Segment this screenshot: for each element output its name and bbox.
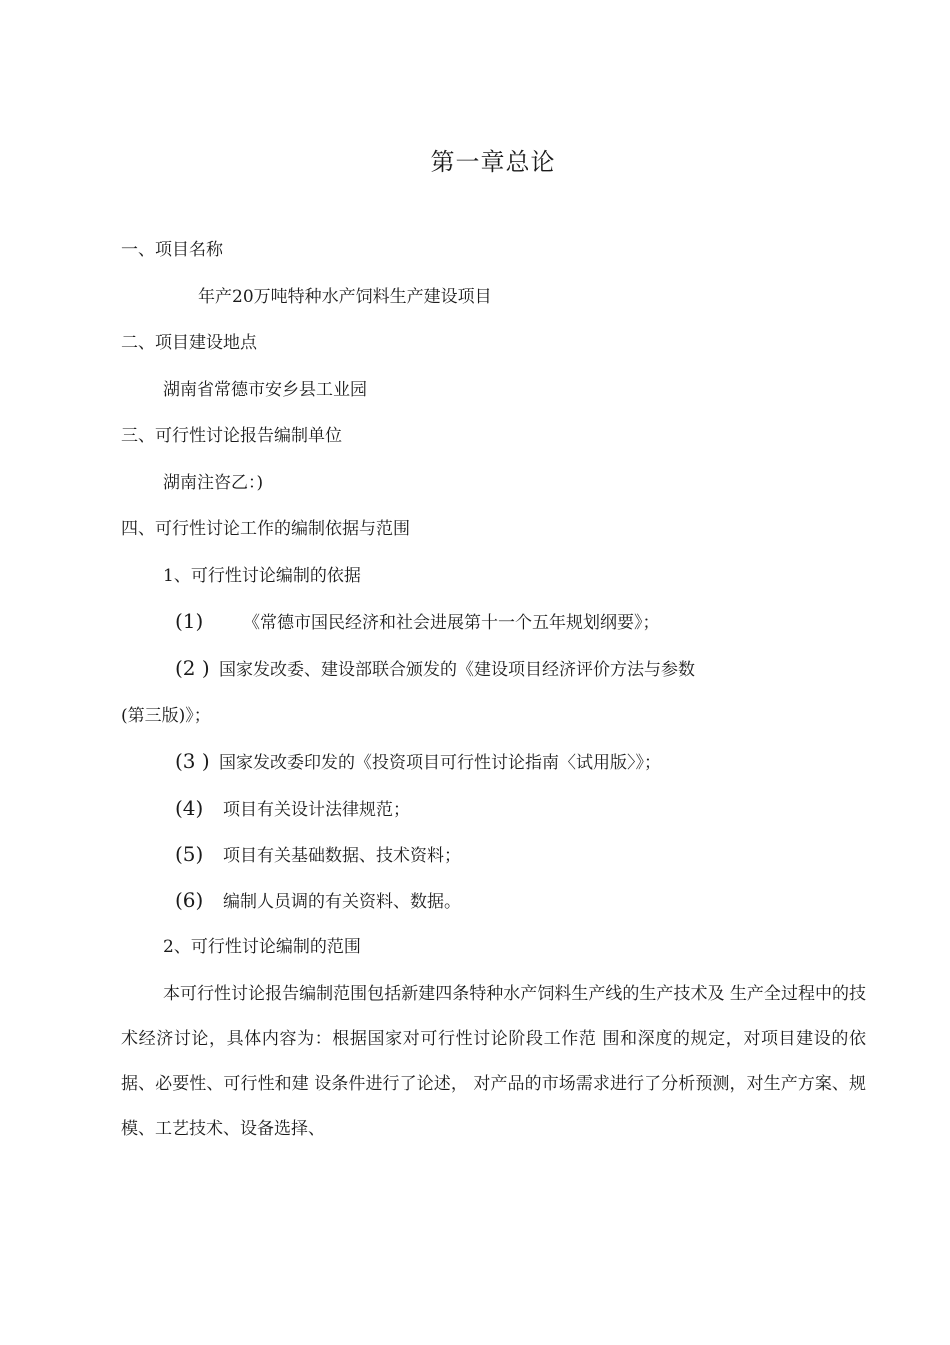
subsection-2-heading: 2、可行性讨论编制的范围	[163, 937, 361, 957]
project-location: 湖南省常德市安乡县工业园	[163, 380, 367, 400]
basis-item-continuation: (第三版)》；	[121, 706, 211, 726]
item-number: (6)	[175, 888, 204, 912]
section-3-heading: 三、可行性讨论报告编制单位	[121, 426, 342, 446]
item-number: (5)	[175, 842, 204, 866]
basis-item	[175, 749, 661, 775]
section-4-heading: 四、可行性讨论工作的编制依据与范围	[121, 519, 410, 539]
basis-item	[175, 796, 410, 822]
item-text: 国家发改委印发的《投资项目可行性讨论指南〈试用版〉》；	[219, 753, 661, 773]
subsection-1-heading: 1、可行性讨论编制的依据	[163, 566, 361, 586]
basis-item	[175, 842, 461, 868]
item-number: (3 )	[175, 749, 210, 773]
basis-item	[175, 656, 695, 682]
project-name: 年产20万吨特种水产饲料生产建设项目	[198, 287, 492, 307]
scope-paragraph: 本可行性讨论报告编制范围包括新建四条特种水产饲料生产线的生产技术及 生产全过程中的技术经济讨论，具体内容为：根据国家对可行性讨论阶段工作范 围和深度的规定，对项目建设的依据、必要性、可行性和建 设条件进行了论述， 对产品的市场需求进行了分析预测，对生产方案、规模、工艺技术、设备选择、	[121, 984, 866, 1139]
item-number: (1)	[175, 609, 204, 633]
section-2-heading: 二、项目建设地点	[121, 333, 257, 353]
item-number: (2 )	[175, 656, 210, 680]
item-text: 编制人员调的有关资料、数据。	[223, 892, 461, 912]
item-text: 项目有关基础数据、技术资料；	[223, 846, 461, 866]
basis-item	[175, 888, 461, 914]
item-text: 项目有关设计法律规范；	[223, 800, 410, 820]
item-text: 国家发改委、建设部联合颁发的《建设项目经济评价方法与参数	[219, 660, 695, 680]
basis-item	[175, 609, 660, 635]
section-1-heading: 一、项目名称	[121, 240, 223, 260]
chapter-title: 第一章总论	[430, 148, 556, 176]
item-text: 《常德市国民经济和社会进展第十一个五年规划纲要》；	[243, 613, 660, 633]
item-number: (4)	[175, 796, 204, 820]
compiling-unit: 湖南注咨乙：)	[163, 473, 264, 493]
